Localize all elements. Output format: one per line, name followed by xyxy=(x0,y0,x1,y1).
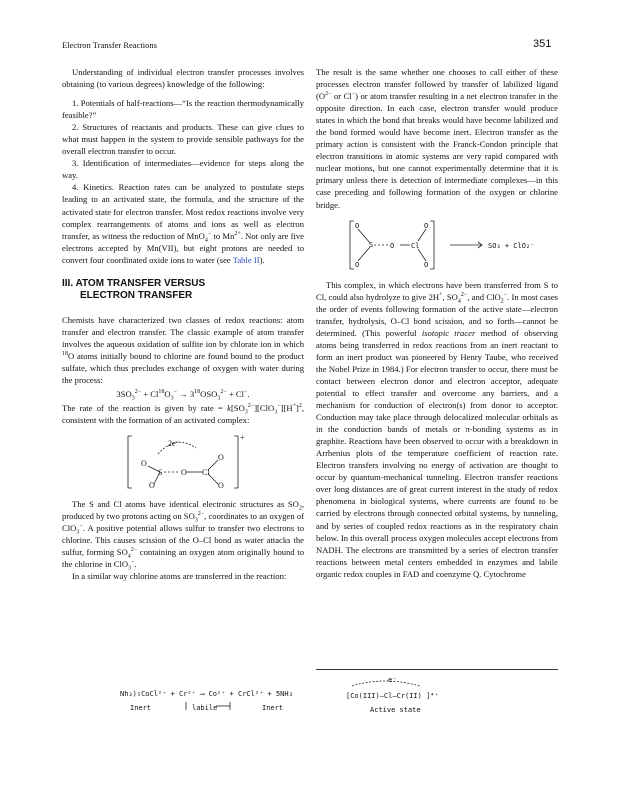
text-run: , produced by two protons acting on SO xyxy=(62,499,304,522)
text-run: The result is the same whether one chooses to call either of these processes electron transfer followed by transfer of labilized ligand (O xyxy=(316,67,558,102)
section-divider xyxy=(316,669,558,670)
svg-text:S: S xyxy=(369,240,374,249)
section-heading xyxy=(62,278,304,302)
svg-text:O: O xyxy=(181,468,187,478)
list-item: 1. Potentials of half-reactions—“Is the reaction thermodynamically feasible?” xyxy=(62,98,304,121)
inert-label: Inert xyxy=(130,704,152,712)
left-column xyxy=(62,66,304,583)
list-item: 4. Kinetics. Reaction rates can be analyzed to postulate steps leading to an activated state, the formula, and the structure of the activated state for electron transfer. Most redox reactions involve very complex rearrangements of atoms and ions as well as electron transfer, as witness the reduction of MnO$_4$− to $Mn^{2+}$. Not only are five electrons accepted by Mn(VII), but eight protons are needed to convert four coordinated oxide ions to water (see Table II). xyxy=(62,182,304,265)
electron-label: 2e⁻ xyxy=(168,439,180,449)
labile-label: labile xyxy=(192,704,218,712)
reaction-equation: Nh₃)₅CoCl²⁺ + Cr²⁺ ⟶ Co²⁺ + CrCl²⁺ + 5NH₃ xyxy=(120,690,293,698)
equation: $3SO_3^{2-} + Cl^{18}O_3^- \to 3^{18}OSO_3^{2-} + Cl^-$. xyxy=(116,389,250,402)
text-run: ). xyxy=(259,254,265,265)
text-run: to Mn xyxy=(211,230,235,241)
svg-text:O: O xyxy=(218,481,224,491)
text-run: . Not only are five electrons accepted by Mn(VII), but eight protons are needed to convert four coordinated oxide ions to water (see xyxy=(62,230,304,265)
rate-paragraph: The rate of the reaction is given by rate = $k[SO_3^{2-}][ClO_3^-][H^+]^2$, consistent with the formation of an activated complex: xyxy=(62,403,304,426)
text-run: Chemists have characterized two classes of redox reactions: atom transfer and electron transfer. The classic example of atom transfer involves the aqueous oxidation of sulfite ion by chlorate ion in which xyxy=(62,314,304,349)
italic-term: isotopic tracer xyxy=(421,327,476,338)
active-state-formula: [Co(III)—Cl—Cr(II) ]⁴⁺ xyxy=(346,692,439,700)
intro-paragraph: Understanding of individual electron transfer processes involves obtaining (to various degrees) knowledge of the following: xyxy=(62,67,304,90)
charge-label: + xyxy=(240,433,245,443)
electron-label: e⁻ xyxy=(388,676,397,684)
page-number: 351 xyxy=(533,38,552,50)
running-title: Electron Transfer Reactions xyxy=(62,40,157,50)
heading-line: ELECTRON TRANSFER xyxy=(80,289,193,301)
heading-line: III. ATOM TRANSFER VERSUS xyxy=(62,277,206,289)
body-paragraph: Chemists have characterized two classes of redox reactions: atom transfer and electron transfer. The classic example of atom transfer involves the aqueous oxidation of sulfite ion by chlorate ion in which $^{18}$O atoms initially bound to chlorine are found bound to the product sulfate, which thus precludes exchange of oxygen with water during the process: xyxy=(62,314,304,385)
text-run: The S and Cl atoms have identical electronic structures as SO xyxy=(72,499,299,510)
text-run: This complex, in which electrons have been transferred from S to Cl, could also hydrolyze to give 2H xyxy=(316,279,558,302)
body-paragraph: The S and Cl atoms have identical electronic structures as $SO_2$, produced by two protons acting on $SO_3^{2-}$, coordinates to an oxygen of ClO$_3$−. A positive potential allows sulfur to transfer two electrons to chlorine. This causes scission of the O–Cl bond as water attacks the sulfur, forming $SO_4^{2-}$ containing an oxygen atom originally bound to the chlorine in ClO$_3$−. xyxy=(62,499,304,573)
list-item: 3. Identification of intermediates—evidence for steps along the way. xyxy=(62,158,304,181)
text-run: 4. Kinetics. Reaction rates can be analyzed to postulate steps leading to an activated state, the formula, and the structure of the activated state for electron transfer. Most redox reactions involve very complex rearrangements of atoms and ions as well as electron transfer, as witness the reduction of MnO xyxy=(62,182,304,241)
body-paragraph: The result is the same whether one chooses to call either of these processes electron transfer followed by transfer of labilized ligand ($O^{2-}$ or Cl−) or atom transfer resulting in a net electron transfer in the opposite direction. In each case, electron transfer would produce states in which the bond that breaks would have become labilized and the bond formed would have become inert. Electron transfer as the primary action is consistent with the Franck-Condon principle that electron transitions in atomic systems are very rapid compared with nuclear motions, but one cannot experimentally determine that it is primary unless there is detection of intermediate complexes—in this case preceding and following formation of the oxygen or chlorine bridge. xyxy=(316,67,558,210)
svg-text:O: O xyxy=(390,241,395,250)
list-item: 2. Structures of reactants and products. These can give clues to what must happen in the system to provide sensible pathways for the overall electron transfer to occur. xyxy=(62,122,304,157)
body-paragraph: This complex, in which electrons have been transferred from S to Cl, could also hydrolyze to give 2H+, $SO_4^{2-}$, and ClO$_2$−. In most cases the order of events following formation of the active state—electron transfer, hydrolysis, O–Cl bond scission, and so forth—cannot be determined. (This powerful isotopic tracer method of observing atoms being transferred in redox reactions from an inert reactant to form an inert product was pioneered by Henry Taube, who received the Nobel Prize in 1984.) For electron transfer to occur, there must be contact between electron donor and electron acceptor, adequate potential to effect transfer and overcome any barriers, and a mechanism for conduction of electron(s) from donor to acceptor. Conduction may take place through delocalized molecular orbitals as in the conduction bands of metals or π-bonding systems as in graphite. Reactions have been observed to occur with a breakdown in Arrhenius plots of the temperature coefficient of reaction rate. Electron transfers involving no energy of activation are thought to occur by quantum-mechanical tunneling. Electron transfer reactions over long distances are of great current interest in the study of redox phenomena in biological systems, where currents are found to be carried by electrons through connected orbital systems, by tunneling, and by series of coupled redox reactions as in the respiratory chain below. In this overall process oxygen molecules accept electrons from NADH. The electrons are transmitted by a series of electron transfer reactions between metal centers embedded in enzymes and labile organic redox couples in FAD and coenzyme Q. Cytochrome xyxy=(316,279,558,579)
svg-text:Cl: Cl xyxy=(411,241,420,250)
svg-text:O: O xyxy=(424,260,429,269)
body-paragraph: In a similar way chlorine atoms are transferred in the reaction: xyxy=(72,571,287,582)
svg-text:O: O xyxy=(424,221,429,230)
svg-text:O: O xyxy=(141,459,147,469)
text-run: , coordinates to an oxygen of ClO xyxy=(62,511,304,534)
svg-text:O: O xyxy=(149,481,155,491)
text-run: containing an oxygen atom originally bound to the chlorine in ClO xyxy=(62,547,304,570)
oxygen-bridge-figure xyxy=(322,217,552,273)
svg-text:O: O xyxy=(218,453,224,463)
svg-text:Cl: Cl xyxy=(202,468,210,478)
text-run: The rate of the reaction is given by rate = xyxy=(62,403,228,414)
text-run: ) or atom transfer resulting in a net electron transfer in the opposite direction. In each case, electron transfer would produce states in which the bond that breaks would have become labilized and the bond formed would have become inert. Electron transfer as the primary action is consistent with the Franck-Condon principle that electron transitions in atomic systems are very rapid compared with nuclear motions, but one cannot experimentally determine that it is primary unless there is detection of intermediate complexes—in this case preceding and following formation of the oxygen or chlorine bridge. xyxy=(316,91,558,210)
text-run: or Cl xyxy=(331,91,352,102)
cobalt-chromium-reaction-figure xyxy=(120,676,590,736)
text-run: O atoms initially bound to chlorine are found bound to the product sulfate, which thus precludes exchange of oxygen with water during the process: xyxy=(62,350,304,385)
text-run: , and ClO xyxy=(467,291,501,302)
text-run: method of observing atoms being transferred in redox reactions from an inert reactant to form an inert product was pioneered by Henry Taube, who received the Nobel Prize in 1984.) For electron transfer to occur, there must be contact between electron donor and electron acceptor, adequate potential to effect transfer and overcome any barriers, and a mechanism for conduction of electron(s) from donor to acceptor. Conduction may take place through delocalized molecular orbitals as in the conduction bands of metals or π-bonding systems as in graphite. Reactions have been observed to occur with a breakdown in Arrhenius plots of the temperature coefficient of reaction rate. Electron transfers involving no energy of activation are thought to occur by quantum-mechanical tunneling. Electron transfer reactions over long distances are of great current interest in the study of redox phenomena in biological systems, where currents are found to be carried by electrons through connected orbital systems, by tunneling, and by series of coupled redox reactions as in the respiratory chain below. In this overall process oxygen molecules accept electrons from NADH. The electrons are transmitted by a series of electron transfer reactions between metal centers embedded in enzymes and labile organic redox couples in FAD and coenzyme Q. Cytochrome xyxy=(316,327,558,579)
active-state-label: Active state xyxy=(370,706,421,714)
svg-text:O: O xyxy=(355,260,360,269)
text-run: . In most cases the order of events following formation of the active state—electron transfer, hydrolysis, O–Cl bond scission, and so forth—cannot be determined. (This powerful xyxy=(316,291,558,338)
text-run: . A positive potential allows sulfur to transfer two electrons to chlorine. This causes scission of the O–Cl bond as water attacks the sulfur, forming SO xyxy=(62,523,304,558)
right-column xyxy=(316,66,558,580)
inert-label: Inert xyxy=(262,704,284,712)
text-run: , consistent with the formation of an activated complex: xyxy=(62,403,304,426)
svg-text:O: O xyxy=(355,221,360,230)
svg-text:S: S xyxy=(158,468,163,478)
products-label: SO₃ + ClO₂⁻ xyxy=(488,241,535,250)
activated-complex-figure xyxy=(118,432,248,492)
table-link[interactable]: Table II xyxy=(232,254,260,265)
